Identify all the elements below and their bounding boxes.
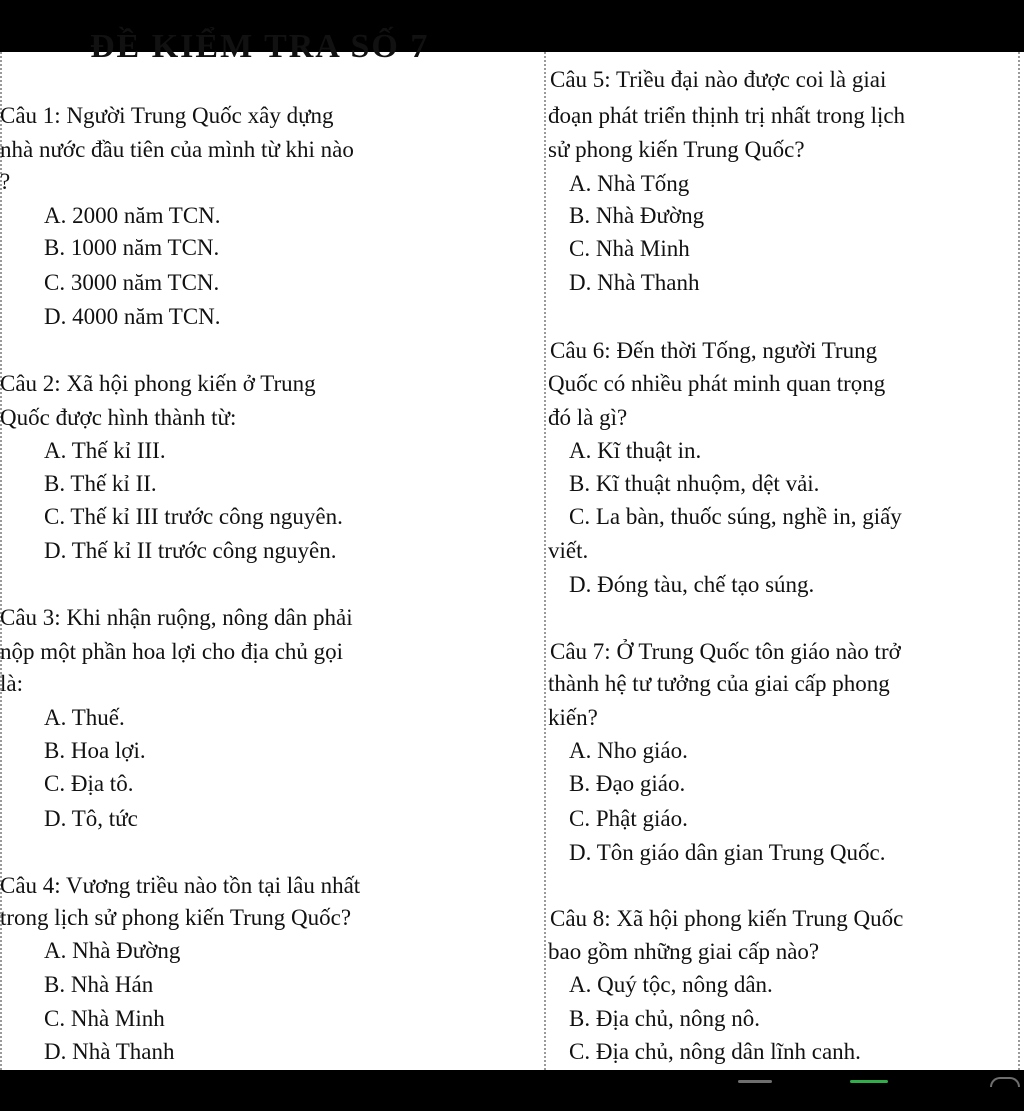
answer-option: C. La bàn, thuốc súng, nghề in, giấy [569, 504, 902, 529]
question-1-line: Câu 1: Người Trung Quốc xây dựng [0, 103, 334, 128]
answer-option: A. 2000 năm TCN. [44, 203, 221, 228]
answer-option: D. Tô, tức [44, 806, 138, 831]
answer-option: A. Thuế. [44, 705, 125, 730]
answer-option: D. 4000 năm TCN. [44, 304, 221, 329]
answer-option: B. Kĩ thuật nhuộm, dệt vải. [569, 471, 820, 496]
answer-option: B. Địa chủ, nông nô. [569, 1006, 761, 1031]
question-2-line: Quốc được hình thành từ: [0, 405, 237, 430]
question-5-line: sử phong kiến Trung Quốc? [548, 137, 805, 162]
nav-indicator-left[interactable] [738, 1080, 772, 1083]
answer-option: D. Nhà Thanh [44, 1039, 175, 1064]
question-3-line: nộp một phần hoa lợi cho địa chủ gọi [0, 639, 344, 664]
question-6-line: Câu 6: Đến thời Tống, người Trung [550, 338, 878, 363]
answer-option: A. Kĩ thuật in. [569, 438, 702, 463]
column-divider [544, 52, 546, 1070]
answer-option: C. 3000 năm TCN. [44, 270, 220, 295]
question-5-line: đoạn phát triển thịnh trị nhất trong lịch [548, 103, 906, 128]
question-1-line: ? [0, 169, 11, 194]
answer-option-continued: viết. [548, 538, 589, 563]
answer-option: C. Thế kỉ III trước công nguyên. [44, 504, 343, 529]
answer-option: C. Phật giáo. [569, 806, 688, 831]
answer-option: B. Nhà Đường [569, 203, 705, 228]
answer-option: D. Đóng tàu, chế tạo súng. [569, 572, 815, 597]
answer-option: D. Tôn giáo dân gian Trung Quốc. [569, 840, 886, 865]
answer-option: C. Địa tô. [44, 771, 134, 796]
question-6-line: đó là gì? [548, 405, 628, 430]
worksheet-page [0, 28, 1024, 1070]
question-8-line: bao gồm những giai cấp nào? [548, 939, 820, 964]
question-5-line: Câu 5: Triều đại nào được coi là giai [550, 67, 887, 92]
nav-arc-icon[interactable] [990, 1077, 1020, 1087]
answer-option: B. Hoa lợi. [44, 738, 146, 763]
question-2-line: Câu 2: Xã hội phong kiến ở Trung [0, 371, 316, 396]
answer-option: D. Thế kỉ II trước công nguyên. [44, 538, 337, 563]
answer-option: A. Thế kỉ III. [44, 438, 166, 463]
answer-option: A. Nhà Đường [44, 938, 181, 963]
question-3-line: Câu 3: Khi nhận ruộng, nông dân phải [0, 605, 353, 630]
answer-option: B. 1000 năm TCN. [44, 235, 220, 260]
answer-option: A. Quý tộc, nông dân. [569, 972, 773, 997]
nav-indicator-active[interactable] [850, 1080, 888, 1083]
answer-option: C. Nhà Minh [569, 236, 690, 261]
worksheet-title-cut: ĐỀ KIỂM TRA SỐ 7 [90, 28, 430, 65]
question-8-line: Câu 8: Xã hội phong kiến Trung Quốc [550, 906, 904, 931]
answer-option: C. Địa chủ, nông dân lĩnh canh. [569, 1039, 861, 1064]
question-6-line: Quốc có nhiều phát minh quan trọng [548, 371, 886, 396]
question-4-line: trong lịch sử phong kiến Trung Quốc? [0, 905, 352, 930]
navigation-bar [0, 1070, 1024, 1111]
margin-line-right [1018, 52, 1020, 1070]
question-4-line: Câu 4: Vương triều nào tồn tại lâu nhất [0, 873, 361, 898]
question-3-line: là: [0, 671, 23, 696]
answer-option: A. Nhà Tống [569, 171, 690, 196]
answer-option: B. Nhà Hán [44, 972, 154, 997]
answer-option: B. Đạo giáo. [569, 771, 686, 796]
question-7-line: kiến? [548, 705, 598, 730]
answer-option: A. Nho giáo. [569, 738, 688, 763]
question-7-line: Câu 7: Ở Trung Quốc tôn giáo nào trở [550, 639, 901, 664]
answer-option: C. Nhà Minh [44, 1006, 165, 1031]
answer-option: D. Nhà Thanh [569, 270, 700, 295]
question-7-line: thành hệ tư tưởng của giai cấp phong [548, 671, 890, 696]
question-1-line: nhà nước đầu tiên của mình từ khi nào [0, 137, 354, 162]
answer-option: B. Thế kỉ II. [44, 471, 157, 496]
